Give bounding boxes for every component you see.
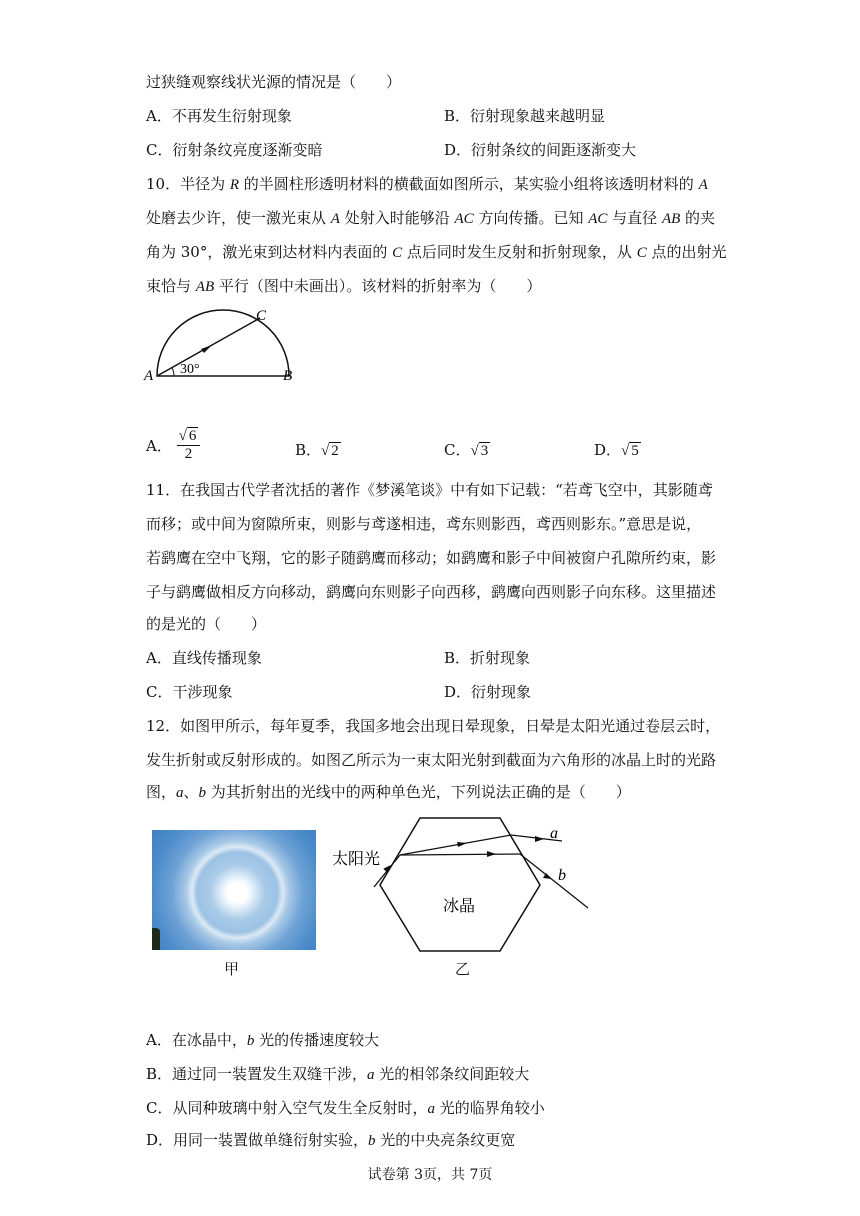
sun-halo-photo <box>152 830 316 950</box>
ray-a-label: a <box>550 825 558 842</box>
q10-option-d: D．√ 5 <box>594 441 639 459</box>
diagram-label-c: C <box>256 308 267 324</box>
q10-stem-line1: 10．半径为 R 的半圆柱形透明材料的横截面如图所示，某实验小组将该透明材料的 A <box>146 175 708 193</box>
page-footer: 试卷第 3页，共 7页 <box>367 1167 493 1183</box>
q11-stem-line3: 若鹞鹰在空中飞翔，它的影子随鹞鹰而移动；如鹞鹰和影子中间被窗户孔隙所约束，影 <box>146 549 717 567</box>
q11-stem-line2: 而移；或中间为窗隙所束，则影与鸢遂相违，鸢东则影西，鸢西则影东。”意思是说， <box>146 515 702 533</box>
q12-option-a: A．在冰晶中，b 光的传播速度较大 <box>146 1031 380 1049</box>
figure-caption-jia: 甲 <box>224 960 240 978</box>
q10-stem-line4: 束恰与 AB 平行（图中未画出）。该材料的折射率为（ ） <box>146 277 542 295</box>
diagram-angle-label: 30° <box>180 362 200 377</box>
q11-stem-line5: 的是光的（ ） <box>146 615 267 633</box>
semicircle-diagram <box>140 306 310 386</box>
q10-stem-line3: 角为 30°，激光束到达材料内表面的 C 点后同时发生反射和折射现象，从 C 点的出射光 <box>146 243 727 261</box>
sunlight-label: 太阳光 <box>332 849 381 868</box>
q11-stem-line4: 子与鹞鹰做相反方向移动，鹞鹰向东则影子向西移，鹞鹰向西则影子向东移。这里描述 <box>146 583 717 601</box>
q9-option-b: B．衍射现象越来越明显 <box>444 107 606 125</box>
figure-caption-yi: 乙 <box>455 960 471 978</box>
q11-stem-line1: 11．在我国古代学者沈括的著作《梦溪笔谈》中有如下记载：“若鸢飞空中，其影随鸢 <box>146 481 713 499</box>
q12-option-b: B．通过同一装置发生双缝干涉，a 光的相邻条纹间距较大 <box>146 1065 530 1083</box>
ice-crystal-diagram <box>330 815 600 955</box>
q12-stem-line3: 图，a、b 为其折射出的光线中的两种单色光，下列说法正确的是（ ） <box>146 783 631 801</box>
q11-option-c: C．干涉现象 <box>146 683 233 701</box>
ray-b-label: b <box>558 867 566 884</box>
q12-option-c: C．从同种玻璃中射入空气发生全反射时，a 光的临界角较小 <box>146 1099 545 1117</box>
q10-option-a: A． $\frac{√ 6}{2}$ <box>146 428 200 463</box>
q9-stem-continuation: 过狭缝观察线状光源的情况是（ ） <box>146 73 402 91</box>
ice-crystal-label: 冰晶 <box>443 896 476 915</box>
q12-stem-line1: 12．如图甲所示，每年夏季，我国多地会出现日晕现象，日晕是太阳光通过卷层云时， <box>146 717 721 735</box>
diagram-label-b: B <box>283 368 293 384</box>
diagram-label-a: A <box>144 368 154 384</box>
q10-stem-line2: 处磨去少许，使一激光束从 A 处射入时能够沿 AC 方向传播。已知 AC 与直径 AB 的夹 <box>146 209 716 227</box>
q9-option-a: A．不再发生衍射现象 <box>146 107 292 125</box>
q9-option-d: D．衍射条纹的间距逐渐变大 <box>444 141 637 159</box>
q10-option-b: B．√ 2 <box>295 441 339 459</box>
q10-option-c: C．√ 3 <box>444 441 489 459</box>
tree-silhouette <box>152 928 160 950</box>
q11-option-b: B．折射现象 <box>444 649 531 667</box>
q11-option-d: D．衍射现象 <box>444 683 532 701</box>
q12-option-d: D．用同一装置做单缝衍射实验，b 光的中央亮条纹更宽 <box>146 1131 516 1149</box>
q9-option-c: C．衍射条纹亮度逐渐变暗 <box>146 141 323 159</box>
q12-stem-line2: 发生折射或反射形成的。如图乙所示为一束太阳光射到截面为六角形的冰晶上时的光路 <box>146 751 717 769</box>
q11-option-a: A．直线传播现象 <box>146 649 262 667</box>
